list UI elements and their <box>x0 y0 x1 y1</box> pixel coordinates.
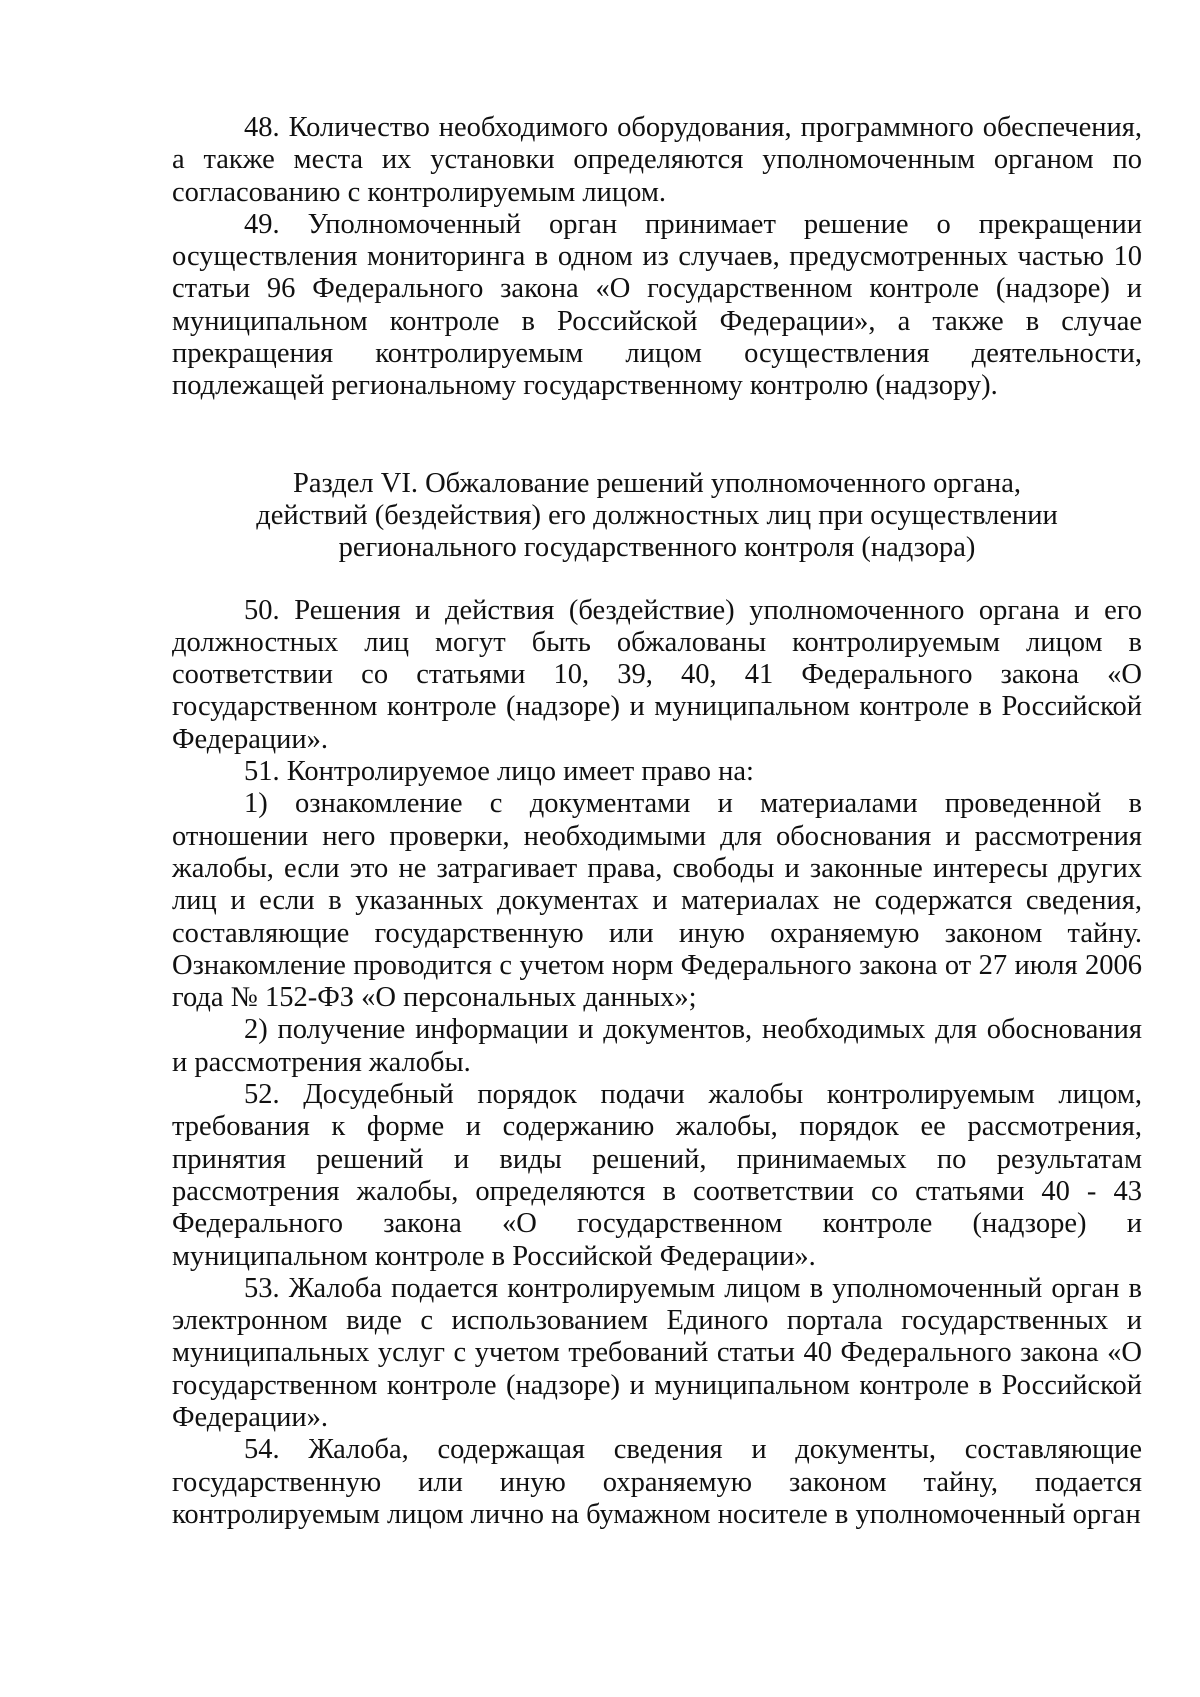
spacer <box>172 403 1142 468</box>
paragraph-51: 51. Контролируемое лицо имеет право на: <box>244 756 754 788</box>
section-title-line-2: действий (бездействия) его должностных лиц при осуществлении <box>256 499 1058 531</box>
paragraph-50: 50. Решения и действия (бездействие) уполномоченного органа и его должностных лиц могут быть обжалованы контролируемым лицом в соответствии со статьями 10, 39, 40, 41 Федерального закона «О государственном контроле (надзоре) и муниципальном контроле в Российской Федерации». <box>172 594 1142 755</box>
section-title-line-3: регионального государственного контроля (надзора) <box>338 532 976 564</box>
paragraph-51-item-1: 1) ознакомление с документами и материалами проведенной в отношении него проверки, необходимыми для обоснования и рассмотрения жалобы, если это не затрагивает права, свободы и законные интересы других лиц и если в указанных документах и материалах не содержатся сведения, составляющие государственную или иную охраняемую законом тайну. Ознакомление проводится с учетом норм Федерального закона от 27 июля 2006 года № 152-ФЗ «О персональных данных»; <box>172 788 1142 1014</box>
paragraph-53: 53. Жалоба подается контролируемым лицом в уполномоченный орган в электронном виде с использованием Единого портала государственных и муниципальных услуг с учетом требований статьи 40 Федерального закона «О государственном контроле (надзоре) и муниципальном контроле в Российской Федерации». <box>172 1272 1142 1433</box>
paragraph-51-item-2: 2) получение информации и документов, необходимых для обоснования и рассмотрения жалобы. <box>172 1014 1142 1078</box>
paragraph-52: 52. Досудебный порядок подачи жалобы контролируемым лицом, требования к форме и содержанию жалобы, порядок ее рассмотрения, принятия решений и виды решений, принимаемых по результатам рассмотрения жалобы, определяются в соответствии со статьями 40 - 43 Федерального закона «О государственном контроле (надзоре) и муниципальном контроле в Российской Федерации». <box>172 1079 1142 1272</box>
document-page <box>172 112 1142 1531</box>
spacer <box>172 565 1142 595</box>
paragraph-54: 54. Жалоба, содержащая сведения и документы, составляющие государственную или иную охраняемую законом тайну, подается контролируемым лицом лично на бумажном носителе в уполномоченный орган <box>172 1434 1142 1530</box>
paragraph-48: 48. Количество необходимого оборудования, программного обеспечения, а также места их установки определяются уполномоченным органом по согласованию с контролируемым лицом. <box>172 112 1142 208</box>
section-title <box>172 468 1142 565</box>
paragraph-49: 49. Уполномоченный орган принимает решение о прекращении осуществления мониторинга в одном из случаев, предусмотренных частью 10 статьи 96 Федерального закона «О государственном контроле (надзоре) и муниципальном контроле в Российской Федерации», а также в случае прекращения контролируемым лицом осуществления деятельности, подлежащей региональному государственному контролю (надзору). <box>172 208 1142 402</box>
section-title-line-1: Раздел VI. Обжалование решений уполномоченного органа, <box>293 467 1021 499</box>
